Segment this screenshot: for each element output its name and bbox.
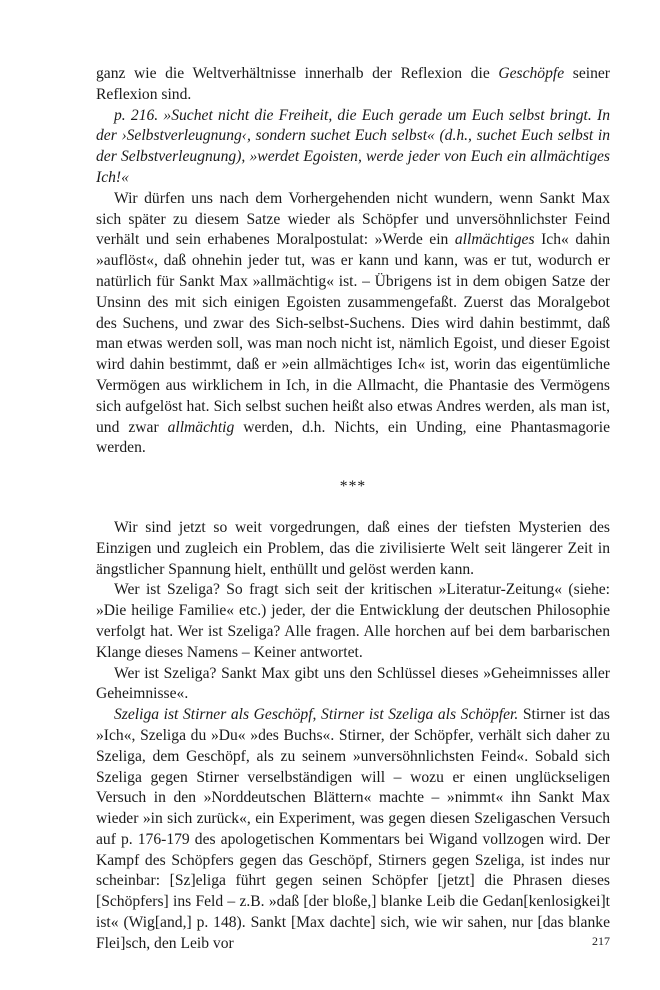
text-run: Ich« dahin »auflöst«, daß ohnehin jeder tut, was er kann und kann, was er tut, wodurch er natürlich für Sankt Max »allmächtig« ist. – Übrigens ist in dem obigen Satze der Unsinn des mit sich einigen Egoisten zusammengefaßt. Zuerst das Moralgebot des Suchens, und zwar des Sich-selbst-Suchens. Dies wird dahin bestimmt, daß man etwas werden soll, was man noch nicht ist, nämlich Egoist, und dieser Egoist wird dahin bestimmt, daß er »ein allmächtiges Ich« ist, worin das eigentümliche Vermögen aus wirklichem in Ich, in die Allmacht, die Phantasie des Vermögens sich aufgelöst hat. Sich selbst suchen heißt also etwas Andres werden, als man ist, und zwar (96, 231, 610, 436)
section-separator: *** (339, 478, 367, 496)
italic-text: allmächtig (167, 418, 235, 436)
text-run: Stirner ist das »Ich«, Szeliga du »Du« »des Buchs«. Stirner, der Schöpfer, verhält sich daher zu Szeliga, dem Geschöpf, als zu seinem »unversöhnlichsten Feind«. Sobald sich Szeliga gegen Stirner verselbständigen will – wozu er einen unglückseligen Versuch in den »Norddeutschen Blättern« machte – »nimmt« ihn Sankt Max wieder »in sich zurück«, ein Experiment, was gegen diesen Szeligaschen Versuch auf p. 176-179 des apologetischen Kommentars bei Wigand vollzogen wird. Der Kampf des Schöpfers gegen das Geschöpf, Stirners gegen Szeliga, ist indes nur scheinbar: [Sz]eliga führt gegen seinen Schöpfer [jetzt] die Phrasen dieses [Schöpfers] ins Feld – z.B. »daß [der bloße,] blanke Leib die Gedan[kenlosigkei]t ist« (Wig[and,] p. 148). Sankt [Max dachte] sich, wie wir sahen, nur [das blanke Flei]sch, den Leib vor (96, 706, 610, 952)
text-run: Wir sind jetzt so weit vorgedrungen, daß eines der tiefsten Mysterien des Einzigen und zugleich ein Problem, das die zivilisierte Welt seit längerer Zeit in ängstlicher Spannung hielt, enthüllt und gelöst werden kann. (96, 518, 610, 578)
text-run: Wer ist Szeliga? So fragt sich seit der kritischen »Literatur-Zeitung« (siehe: »Die heilige Familie« etc.) jeder, der die Entwicklung der deutschen Philosophie verfolgt hat. Wer ist Szeliga? Alle fragen. Alle horchen auf bei dem barbarischen Klange dieses Namens – Keiner antwortet. (96, 581, 610, 661)
text-run: Wer ist Szeliga? Sankt Max gibt uns den Schlüssel dieses »Geheimnisses aller Geheimnisse«. (96, 664, 610, 703)
text-run: werden, d.h. Nichts, ein Unding, eine Phantasmagorie werden. (96, 418, 610, 457)
paragraph (96, 705, 610, 955)
text-run: Wir dürfen uns nach dem Vorhergehenden nicht wundern, wenn Sankt Max sich später zu diesem Satze wieder als Schöpfer und unversöhnlichster Feind verhält und sein erhabenes Moralpostulat: »Werde ein (96, 189, 610, 249)
italic-text: Szeliga ist Stirner als Geschöpf, Stirner ist Szeliga als Schöpfer. (114, 706, 519, 724)
text-run: p. 216. »Suchet nicht die Freiheit, die Euch gerade um Euch selbst bringt. In der ›Selbstverleugnung‹, sondern suchet Euch selbst« (d.h., suchet Euch selbst in der Selbstverleugnung), »werdet Egoisten, werde jeder von Euch ein allmächtiges Ich!« (96, 106, 610, 186)
paragraph (96, 518, 610, 580)
paragraph (96, 64, 610, 106)
text-run: ganz wie die Weltverhältnisse innerhalb der Reflexion die (96, 65, 499, 82)
italic-text: Geschöpfe (498, 65, 565, 82)
paragraph (96, 106, 610, 189)
page-body (96, 64, 610, 955)
paragraph (96, 664, 610, 706)
paragraph (96, 580, 610, 663)
italic-text: allmächtiges (454, 231, 535, 249)
text-run: seiner Reflexion sind. (96, 65, 610, 103)
page-number: 217 (592, 934, 610, 948)
paragraph (96, 189, 610, 459)
